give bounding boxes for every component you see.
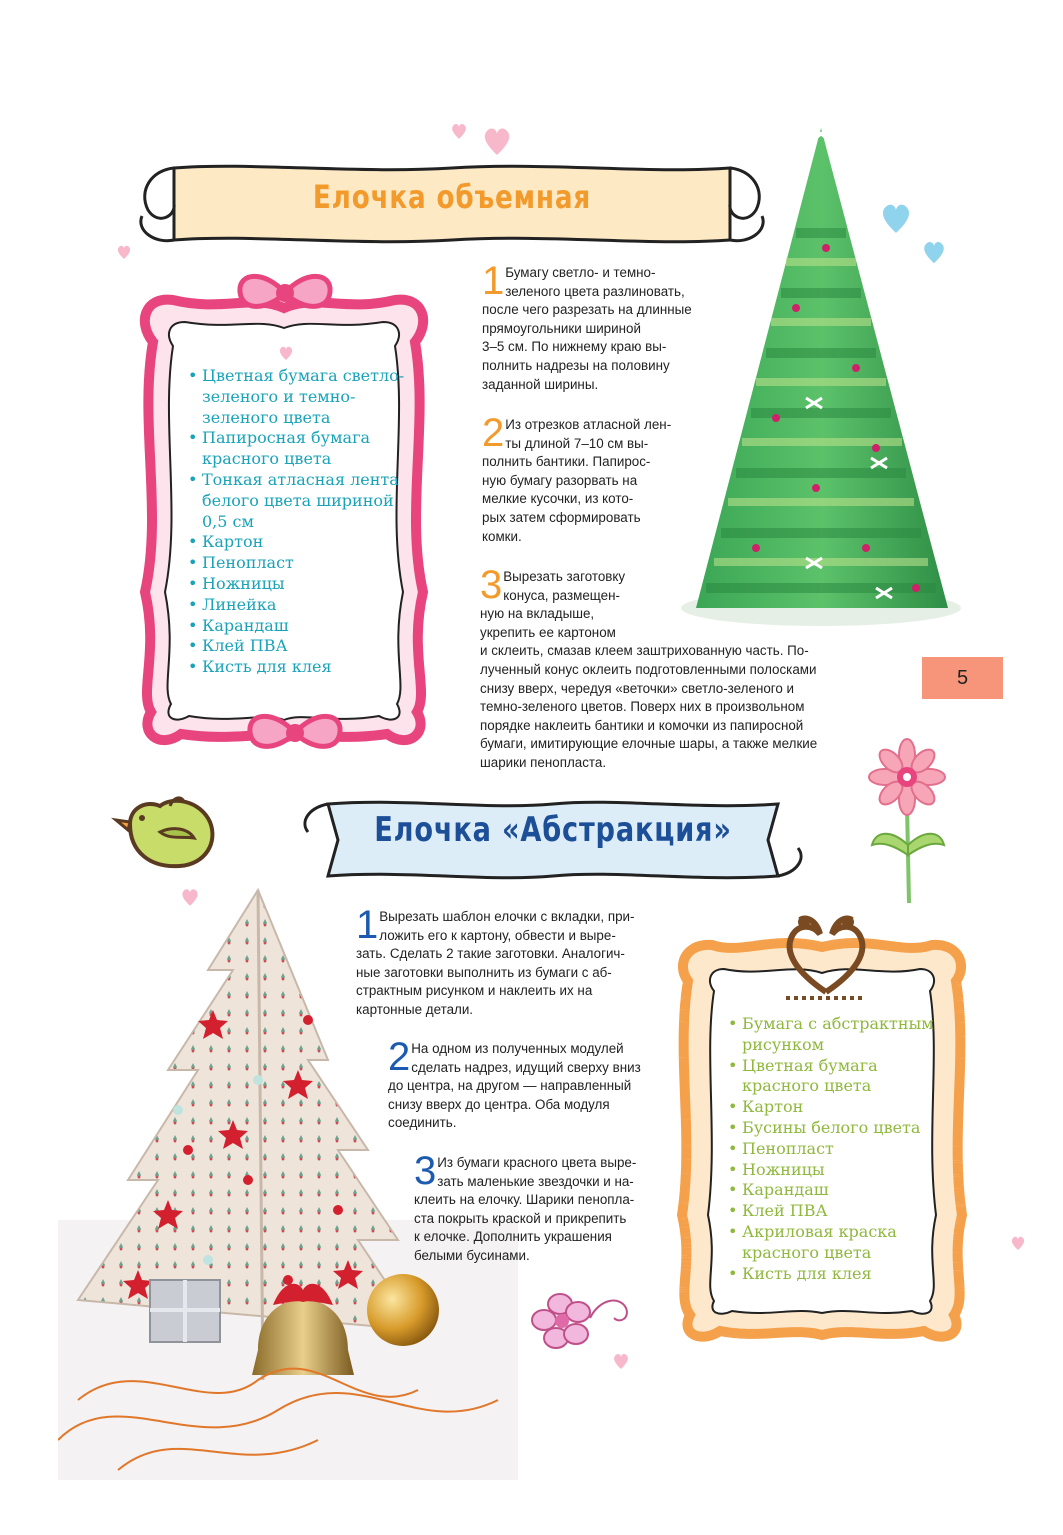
list-item: красного цвета — [742, 1242, 872, 1262]
step-line: ную на вкладыше, — [480, 606, 595, 622]
step-line: конуса, размещен- — [503, 587, 620, 603]
section1-step-2 — [482, 411, 692, 546]
step-line: порядке наклеить бантики и комочки из папиросной — [480, 717, 804, 733]
step-line: Из отрезков атласной лен- — [505, 417, 672, 432]
step-line: сделать надрез, идущий сверху вниз — [411, 1059, 641, 1075]
step-line: страктным рисунком и наклеить их на — [356, 983, 593, 999]
step-line: к елочке. Дополнить украшения — [414, 1229, 612, 1245]
list-item: • Цветная бумага — [728, 1056, 948, 1077]
step-line: бумаги, имитирующие елочные шары, а также мелкие — [480, 736, 818, 752]
step-number: 2 — [388, 1035, 411, 1079]
flower-icon — [530, 1288, 640, 1358]
step-number: 1 — [356, 903, 379, 947]
step-line: комки. — [482, 528, 522, 544]
step-line: до центра, на другом — направленный — [388, 1078, 632, 1094]
step-line: Вырезать шаблон елочки с вкладки, при- — [379, 909, 635, 924]
step-line: ста покрыть краской и прикрепить — [414, 1210, 627, 1226]
step-number: 3 — [414, 1149, 437, 1193]
page-number: 5 — [956, 667, 969, 689]
step-line: ты длиной 7–10 см вы- — [505, 435, 649, 451]
step-line: ложить его к картону, обвести и выре- — [379, 927, 616, 943]
step-line: 3–5 см. По нижнему краю вы- — [482, 339, 667, 355]
list-item: • Кисть для клея — [728, 1264, 948, 1285]
materials-list-2 — [728, 1014, 948, 1284]
step-line: ные заготовки выполнить из бумаги с аб- — [356, 964, 612, 980]
step-line: лученный конус оклеить подготовленными полосками — [480, 661, 817, 677]
list-item: • Клей ПВА — [188, 636, 418, 657]
step-line: снизу вверх до центра. Оба модуля — [388, 1096, 610, 1112]
step-line: Вырезать заготовку — [503, 569, 626, 584]
step-line: заданной ширины. — [482, 376, 599, 392]
christmas-tree-photo — [676, 118, 966, 628]
list-item: • Кисть для клея — [188, 657, 418, 678]
step-number: 2 — [482, 411, 505, 455]
list-item: • Пенопласт — [728, 1139, 948, 1160]
list-item: красного цвета — [202, 449, 332, 469]
list-item: • Ножницы — [188, 574, 418, 595]
list-item: • Картон — [728, 1097, 948, 1118]
list-item: • Карандаш — [188, 616, 418, 637]
list-item: • Цветная бумага светло- — [188, 366, 418, 387]
list-item: • Карандаш — [728, 1180, 948, 1201]
step-line: шарики пенопласта. — [480, 754, 607, 770]
list-item: • Акриловая краска — [728, 1222, 948, 1243]
heart-icon — [482, 125, 512, 157]
section2-step-2 — [388, 1035, 678, 1133]
list-item: зеленого и темно- — [202, 386, 356, 406]
step-line: ную бумагу разорвать на — [482, 472, 638, 488]
section2-title: Елочка «Абстракция» — [374, 810, 732, 850]
section2-step-3 — [414, 1149, 674, 1266]
list-item: • Тонкая атласная лента — [188, 470, 418, 491]
list-item: • Картон — [188, 532, 418, 553]
section2-step-1 — [356, 903, 676, 1020]
step-line: темно-зеленого цветов. Поверх них в произвольном — [480, 699, 805, 715]
section1-title: Елочка объемная — [312, 178, 592, 216]
step-line: Бумагу светло- и темно- — [505, 265, 656, 280]
step-line: зеленого цвета разлиновать, — [505, 283, 685, 299]
list-item: • Бусины белого цвета — [728, 1118, 948, 1139]
page-number-box — [922, 657, 1003, 699]
heart-icon — [278, 345, 294, 361]
heart-icon — [116, 244, 132, 260]
step-number: 3 — [480, 563, 503, 607]
step-line: полнить надрезы на половину — [482, 357, 670, 373]
list-item: рисунком — [742, 1034, 825, 1054]
step-line: Из бумаги красного цвета выре- — [437, 1155, 637, 1170]
birds-heart-icon — [776, 912, 876, 1008]
flower-icon — [862, 735, 952, 905]
step-line: На одном из полученных модулей — [411, 1041, 624, 1056]
list-item: • Папиросная бумага — [188, 428, 418, 449]
list-item: 0,5 см — [202, 511, 254, 531]
step-line: прямоугольники шириной — [482, 320, 641, 336]
list-item: • Линейка — [188, 595, 418, 616]
step-line: рых затем сформировать — [482, 509, 641, 525]
step-line: зать. Сделать 2 такие заготовки. Аналогич- — [356, 946, 625, 962]
section2-banner — [298, 796, 808, 886]
bird-icon — [110, 792, 230, 872]
list-item: • Бумага с абстрактным — [728, 1014, 948, 1035]
bow-icon — [230, 268, 340, 318]
list-item: белого цвета шириной — [202, 490, 394, 510]
heart-icon — [450, 122, 468, 140]
step-line: картонные детали. — [356, 1001, 474, 1017]
step-line: мелкие кусочки, из кото- — [482, 491, 634, 507]
step-line: и склеить, смазав клеем заштрихованную часть. По- — [480, 643, 809, 659]
step-line: укрепить ее картоном — [480, 624, 616, 640]
step-line: полнить бантики. Папирос- — [482, 454, 651, 470]
step-line: соединить. — [388, 1115, 457, 1131]
list-item: • Ножницы — [728, 1160, 948, 1181]
list-item: • Пенопласт — [188, 553, 418, 574]
step-line: клеить на елочку. Шарики пенопла- — [414, 1192, 635, 1208]
heart-icon — [1010, 1235, 1026, 1251]
materials-list-1 — [188, 366, 418, 678]
list-item: зеленого цвета — [202, 407, 331, 427]
list-item: • Клей ПВА — [728, 1201, 948, 1222]
bow-icon — [240, 708, 350, 758]
step-line: зать маленькие звездочки и на- — [437, 1173, 634, 1189]
step-number: 1 — [482, 259, 505, 303]
section1-banner — [134, 160, 770, 250]
step-line: снизу вверх, чередуя «веточки» светло-зеленого и — [480, 680, 795, 696]
step-line: после чего разрезать на длинные — [482, 302, 692, 318]
step-line: белыми бусинами. — [414, 1247, 530, 1263]
list-item: красного цвета — [742, 1076, 872, 1096]
